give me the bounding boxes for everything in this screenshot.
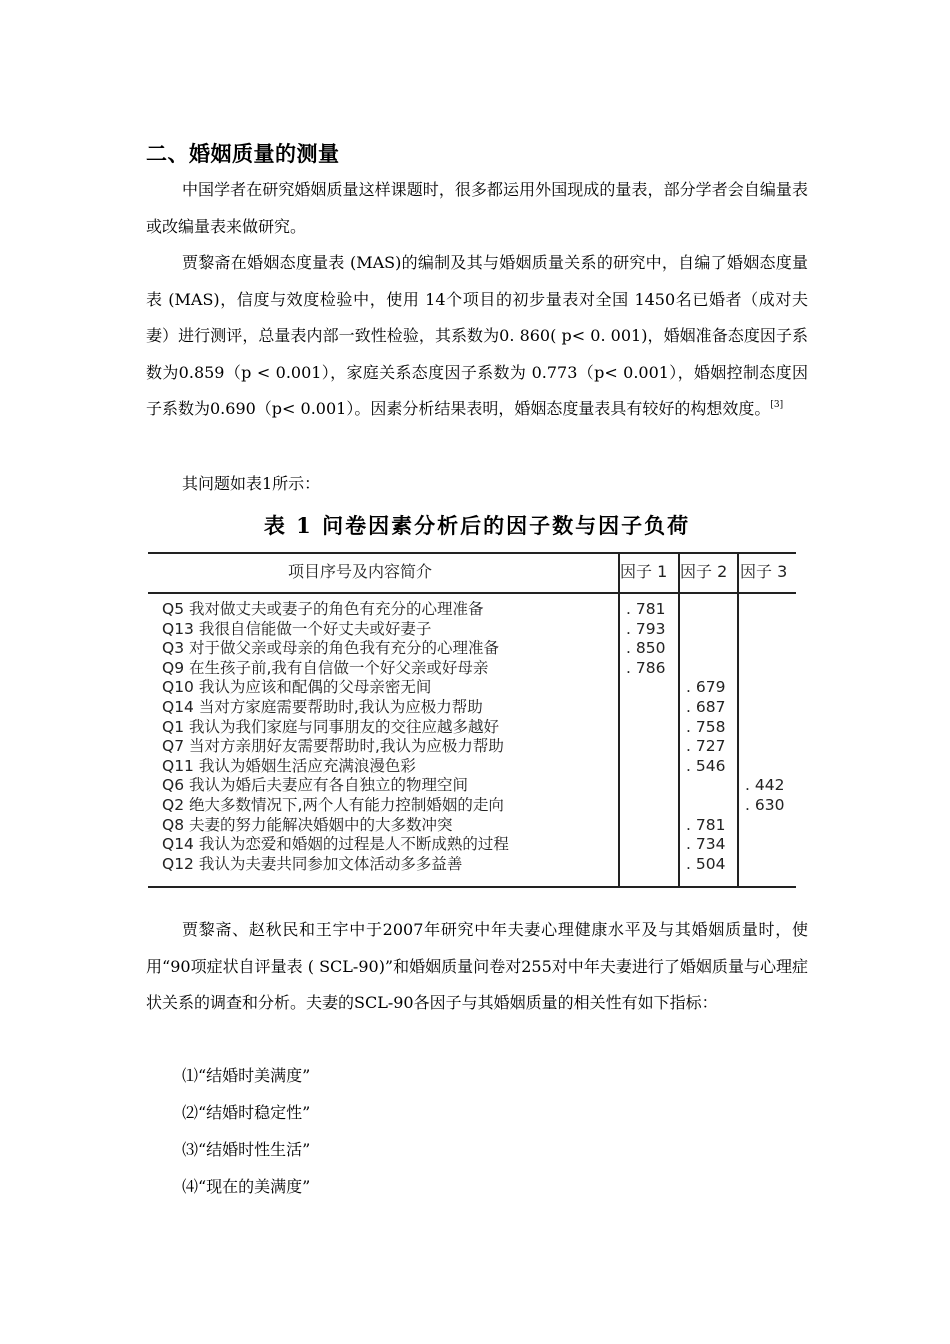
table-col-divider-3 [737, 552, 739, 888]
table-row-item: Q11 我认为婚姻生活应充满浪漫色彩 [162, 756, 416, 775]
list-item: ⑴“结婚时美满度” [182, 1066, 311, 1085]
table-row-item: Q6 我认为婚后夫妻应有各自独立的物理空间 [162, 776, 468, 795]
table-top-rule [148, 552, 796, 554]
factor-2-value: . 679 [686, 678, 726, 697]
paragraph-table-intro: 其问题如表1所示： [182, 474, 321, 493]
table-header-rule [148, 592, 796, 594]
table-row-item: Q9 在生孩子前,我有自信做一个好父亲或好母亲 [162, 658, 489, 677]
table-row-item: Q1 我认为我们家庭与同事朋友的交往应越多越好 [162, 717, 499, 736]
table-row-item: Q7 当对方亲朋好友需要帮助时,我认为应极力帮助 [162, 737, 504, 756]
table-row-item: Q13 我很自信能做一个好丈夫或好妻子 [162, 619, 432, 638]
table-row-item: Q8 夫妻的努力能解决婚姻中的大多数冲突 [162, 815, 453, 834]
table-header-factor-2: 因子 2 [680, 562, 728, 581]
factor-3-value: . 630 [745, 796, 785, 814]
table-col-divider-2 [678, 552, 680, 888]
list-item: ⑷“现在的美满度” [182, 1177, 311, 1196]
factor-1-value: . 786 [626, 658, 666, 677]
factor-2-value: . 727 [686, 737, 726, 756]
paragraph-mas-study [146, 245, 808, 428]
factor-1-value: . 850 [626, 639, 666, 658]
paragraph-mas-study-text: 贾黎斋在婚姻态度量表 (MAS)的编制及其与婚姻质量关系的研究中，自编了婚姻态度量表 (MAS)，信度与效度检验中，使用 14个项目的初步量表对全国 1450名已婚者（成对夫妻）进行测评，总量表内部一致性检验，其系数为0. 860( p< 0. 001)，婚姻准备态度因子系数为0.859（p < 0.001），家庭关系态度因子系数为 0.773（p< 0.001），婚姻控制态度因子系数为0.690（p< 0.001）。因素分析结果表明，婚姻态度量表具有较好的构想效度。 [146, 253, 808, 418]
factor-table [148, 552, 796, 888]
factor-1-value: . 781 [626, 600, 666, 618]
paragraph-scl90-study: 贾黎斋、赵秋民和王宇中于2007年研究中年夫妻心理健康水平及与其婚姻质量时，使用“90项症状自评量表 ( SCL-90)”和婚姻质量问卷对255对中年夫妻进行了婚姻质量与心理症状关系的调查和分析。夫妻的SCL-90各因子与其婚姻质量的相关性有如下指标： [146, 920, 808, 1012]
citation-ref: [3] [770, 400, 784, 410]
paragraph-intro: 中国学者在研究婚姻质量这样课题时，很多都运用外国现成的量表，部分学者会自编量表或改编量表来做研究。 [146, 180, 808, 236]
factor-2-value: . 758 [686, 717, 726, 736]
factor-2-value: . 734 [686, 835, 726, 854]
table-title: 表 1 问卷因素分析后的因子数与因子负荷 [263, 513, 691, 538]
table-bottom-rule [148, 886, 796, 888]
factor-2-value: . 781 [686, 815, 726, 834]
factor-2-value: . 504 [686, 854, 726, 873]
section-heading: 二、婚姻质量的测量 [146, 142, 340, 166]
table-row-item: Q14 当对方家庭需要帮助时,我认为应极力帮助 [162, 698, 483, 716]
table-row-item: Q10 我认为应该和配偶的父母亲密无间 [162, 678, 432, 697]
factor-3-value: . 442 [745, 776, 785, 795]
table-row-item: Q12 我认为夫妻共同参加文体活动多多益善 [162, 854, 463, 873]
factor-2-value: . 546 [686, 756, 726, 775]
table-header-factor-1: 因子 1 [620, 562, 668, 581]
table-header-item: 项目序号及内容简介 [288, 562, 433, 581]
table-header-factor-3: 因子 3 [740, 562, 788, 581]
factor-2-value: . 687 [686, 698, 726, 716]
list-item: ⑶“结婚时性生活” [182, 1140, 311, 1159]
list-item: ⑵“结婚时稳定性” [182, 1103, 311, 1122]
table-col-divider-1 [618, 552, 620, 888]
table-row-item: Q3 对于做父亲或母亲的角色我有充分的心理准备 [162, 639, 499, 658]
table-row-item: Q5 我对做丈夫或妻子的角色有充分的心理准备 [162, 600, 484, 618]
table-row-item: Q2 绝大多数情况下,两个人有能力控制婚姻的走向 [162, 796, 504, 814]
factor-1-value: . 793 [626, 619, 666, 638]
table-row-item: Q14 我认为恋爱和婚姻的过程是人不断成熟的过程 [162, 835, 509, 854]
